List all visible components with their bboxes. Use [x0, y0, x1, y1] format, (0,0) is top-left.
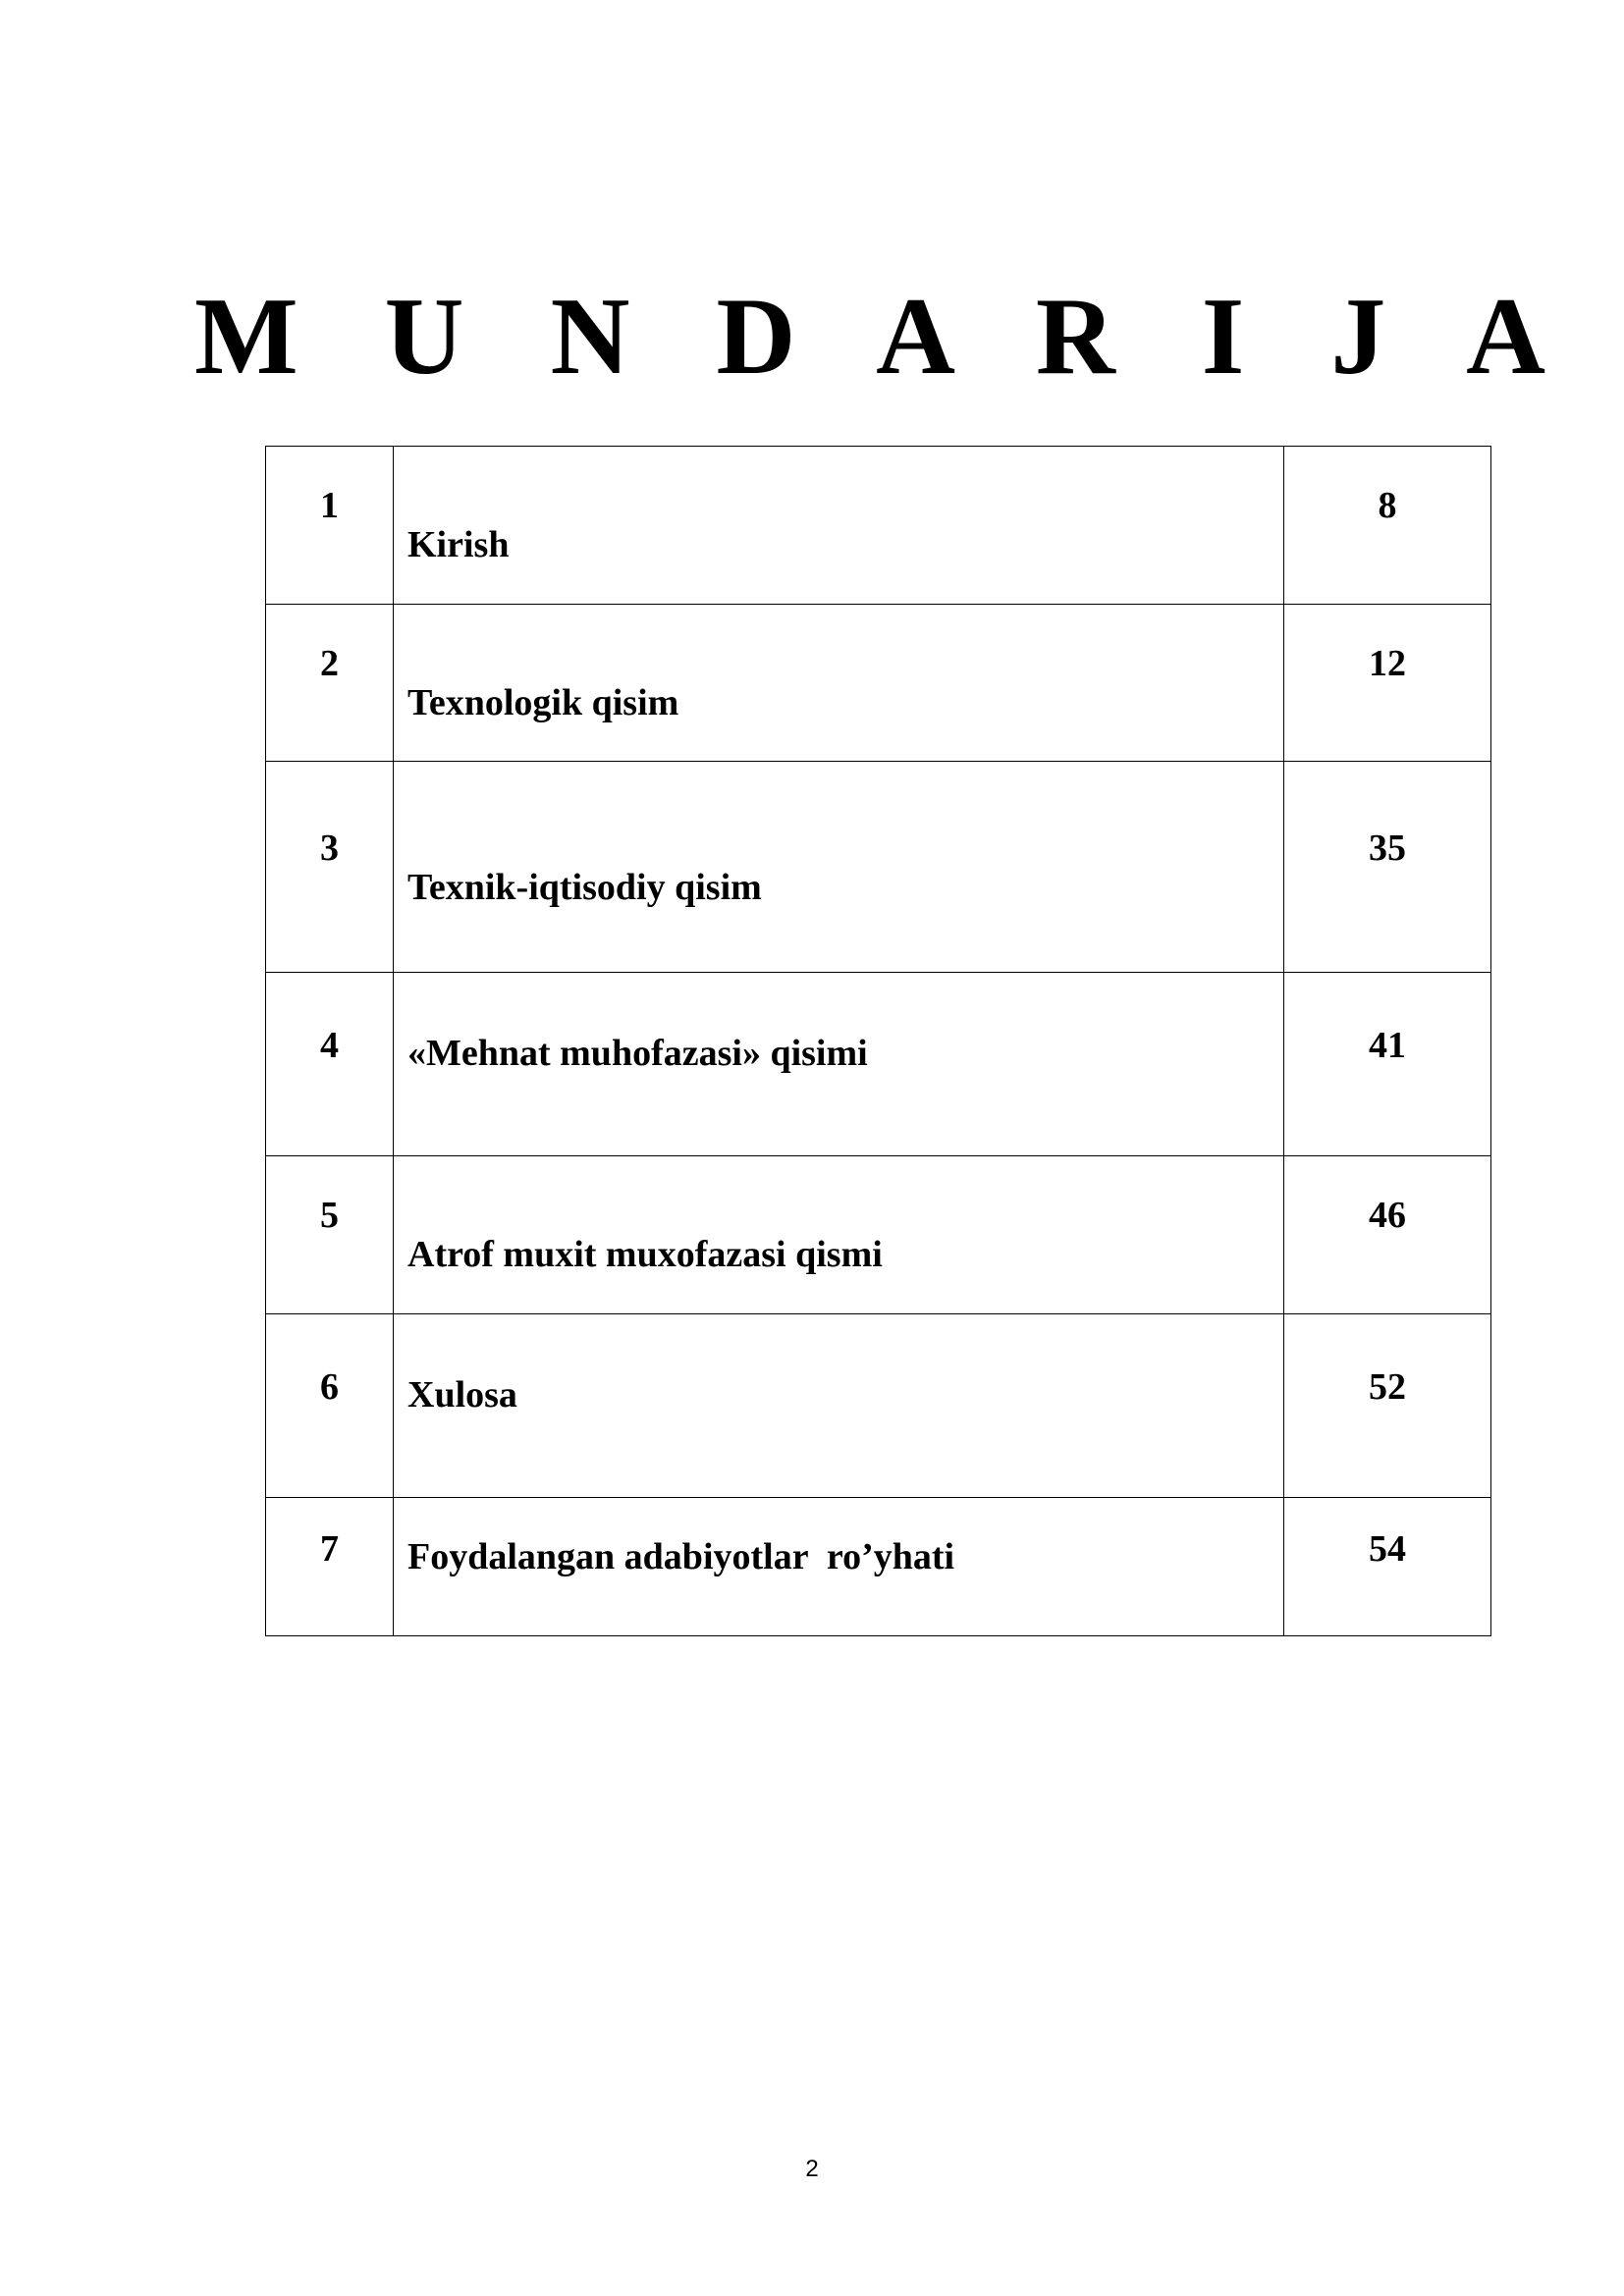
toc-number: 3 [320, 828, 339, 869]
toc-page: 41 [1369, 1025, 1406, 1066]
toc-number: 6 [320, 1366, 339, 1408]
toc-row [266, 605, 1491, 762]
toc-number: 5 [320, 1195, 339, 1236]
toc-title-cell [394, 605, 1284, 762]
toc-page: 46 [1369, 1195, 1406, 1236]
toc-page: 52 [1369, 1366, 1406, 1408]
toc-number-cell [266, 447, 394, 605]
toc-page-cell [1284, 605, 1491, 762]
table-of-contents [265, 446, 1491, 1636]
toc-row [266, 973, 1491, 1156]
toc-title: Kirish [407, 524, 510, 565]
toc-page: 35 [1369, 828, 1406, 869]
toc-row [266, 447, 1491, 605]
toc-number: 2 [320, 643, 339, 684]
toc-row [266, 762, 1491, 973]
toc-number-cell [266, 605, 394, 762]
toc-number-cell [266, 762, 394, 973]
toc-title: Texnik-iqtisodiy qisim [407, 867, 762, 908]
toc-number-cell [266, 1498, 394, 1636]
toc-row [266, 1156, 1491, 1314]
toc-page-cell [1284, 1314, 1491, 1498]
toc-title-cell [394, 1498, 1284, 1636]
toc-title: «Mehnat muhofazasi» qisimi [407, 1033, 868, 1074]
toc-row [266, 1314, 1491, 1498]
toc-title-cell [394, 447, 1284, 605]
toc-number: 7 [320, 1528, 339, 1570]
toc-page-cell [1284, 447, 1491, 605]
toc-number-cell [266, 1314, 394, 1498]
toc-title-cell [394, 1314, 1284, 1498]
toc-title: Atrof muxit muxofazasi qismi [407, 1234, 883, 1275]
toc-page-cell [1284, 973, 1491, 1156]
toc-number: 1 [320, 485, 339, 526]
toc-page: 54 [1369, 1528, 1406, 1570]
toc-page-cell [1284, 1156, 1491, 1314]
toc-title: Foydalangan adabiyotlar ro’yhati [407, 1536, 955, 1577]
toc-title: Xulosa [407, 1374, 517, 1415]
toc-page-cell [1284, 762, 1491, 973]
toc-number-cell [266, 973, 394, 1156]
toc-page: 8 [1378, 485, 1397, 526]
toc-number: 4 [320, 1025, 339, 1066]
toc-number-cell [266, 1156, 394, 1314]
page-title: M U N D A R I J A [193, 276, 1576, 398]
toc-title-cell [394, 973, 1284, 1156]
toc-title: Texnologik qisim [407, 682, 679, 723]
toc-title-cell [394, 762, 1284, 973]
toc-title-cell [394, 1156, 1284, 1314]
toc-row [266, 1498, 1491, 1636]
toc-page: 12 [1369, 643, 1406, 684]
page-number: 2 [805, 2156, 819, 2182]
toc-page-cell [1284, 1498, 1491, 1636]
